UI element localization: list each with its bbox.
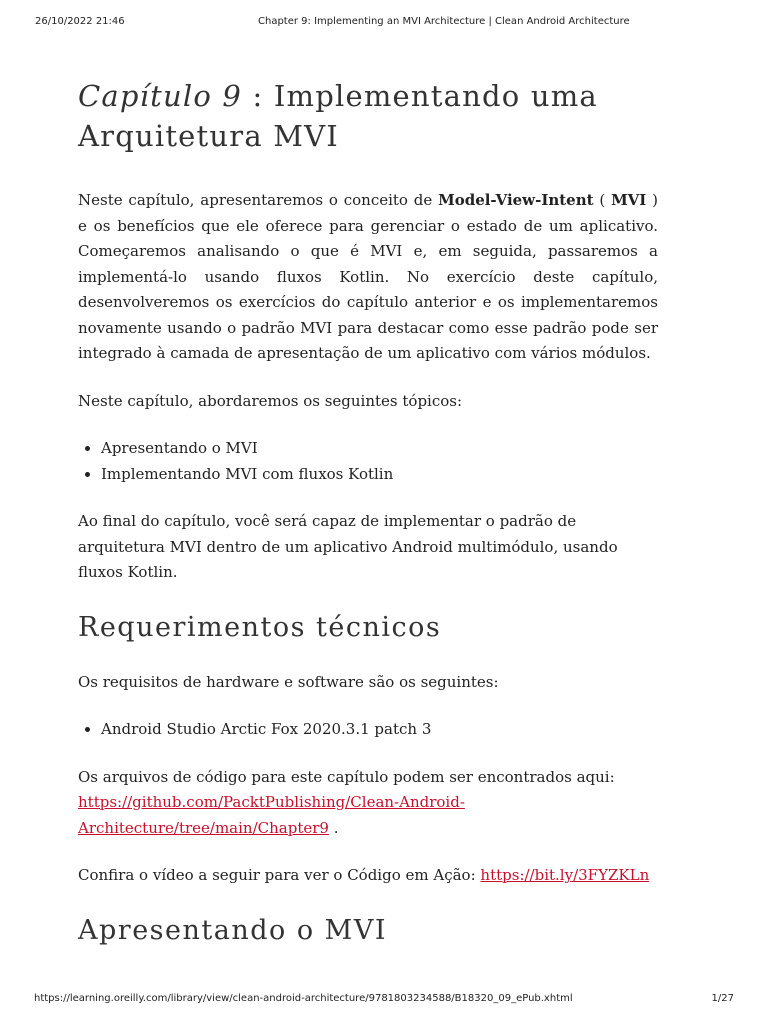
- chapter-number: Capítulo 9: [78, 79, 243, 113]
- intro-text-paren: (: [593, 191, 612, 209]
- video-link[interactable]: https://bit.ly/3FYZKLn: [480, 866, 650, 884]
- print-document-title: Chapter 9: Implementing an MVI Architecture | Clean Android Architecture: [258, 16, 630, 27]
- video-paragraph: [78, 863, 658, 889]
- topic-item: • Implementando MVI com fluxos Kotlin: [101, 462, 658, 488]
- requirements-intro: Os requisitos de hardware e software são os seguintes:: [78, 672, 499, 691]
- page-number: 1/27: [711, 993, 734, 1004]
- intro-text-end: ) e os benefícios que ele oferece para gerenciar o estado de um aplicativo. Começaremos analisando o que é MVI e, em seguida, passaremos a implementá-lo usando fluxos Kotlin. No exercício deste capítulo, desenvolveremos os exercícios do capítulo anterior e os implementaremos novamente usando o padrão MVI para destacar como esse padrão pode ser integrado à camada de apresentação de um aplicativo com vários módulos.: [78, 191, 659, 362]
- code-files-text: Os arquivos de código para este capítulo podem ser encontrados aqui:: [78, 767, 615, 786]
- chapter-title-line1: Implementando uma: [273, 79, 598, 113]
- requirement-item: • Android Studio Arctic Fox 2020.3.1 patch 3: [101, 717, 658, 743]
- term-mvi: MVI: [611, 191, 647, 209]
- term-model-view-intent: Model-View-Intent: [438, 191, 594, 209]
- chapter-content: [78, 76, 658, 949]
- section-heading-apresentando-mvi: Apresentando o MVI: [78, 914, 387, 946]
- topic-item: • Apresentando o MVI: [101, 436, 658, 462]
- topics-list: [78, 436, 658, 487]
- video-text: Confira o vídeo a seguir para ver o Código em Ação:: [78, 866, 481, 884]
- topics-intro: Neste capítulo, abordaremos os seguintes tópicos:: [78, 391, 463, 410]
- title-separator: :: [242, 79, 274, 113]
- intro-text-start: Neste capítulo, apresentaremos o conceito de: [78, 191, 439, 209]
- code-files-period: .: [328, 818, 339, 837]
- github-repo-link[interactable]: https://github.com/PacktPublishing/Clean-Android- Architecture/tree/main/Chapter9: [78, 793, 465, 837]
- requirements-list: [78, 717, 658, 743]
- print-date: 26/10/2022 21:46: [35, 16, 125, 27]
- section-heading-requirements: Requerimentos técnicos: [78, 611, 442, 643]
- intro-paragraph: [78, 188, 658, 367]
- chapter-title: [78, 76, 658, 156]
- print-url: https://learning.oreilly.com/library/view/clean-android-architecture/9781803234588/B18320_09_ePub.xhtml: [34, 993, 573, 1004]
- outcome-paragraph: Ao final do capítulo, você será capaz de implementar o padrão de arquitetura MVI dentro de um aplicativo Android multimódulo, usando fluxos Kotlin.: [78, 512, 618, 581]
- code-files-paragraph: [78, 765, 658, 842]
- chapter-title-line2: Arquitetura MVI: [78, 119, 339, 153]
